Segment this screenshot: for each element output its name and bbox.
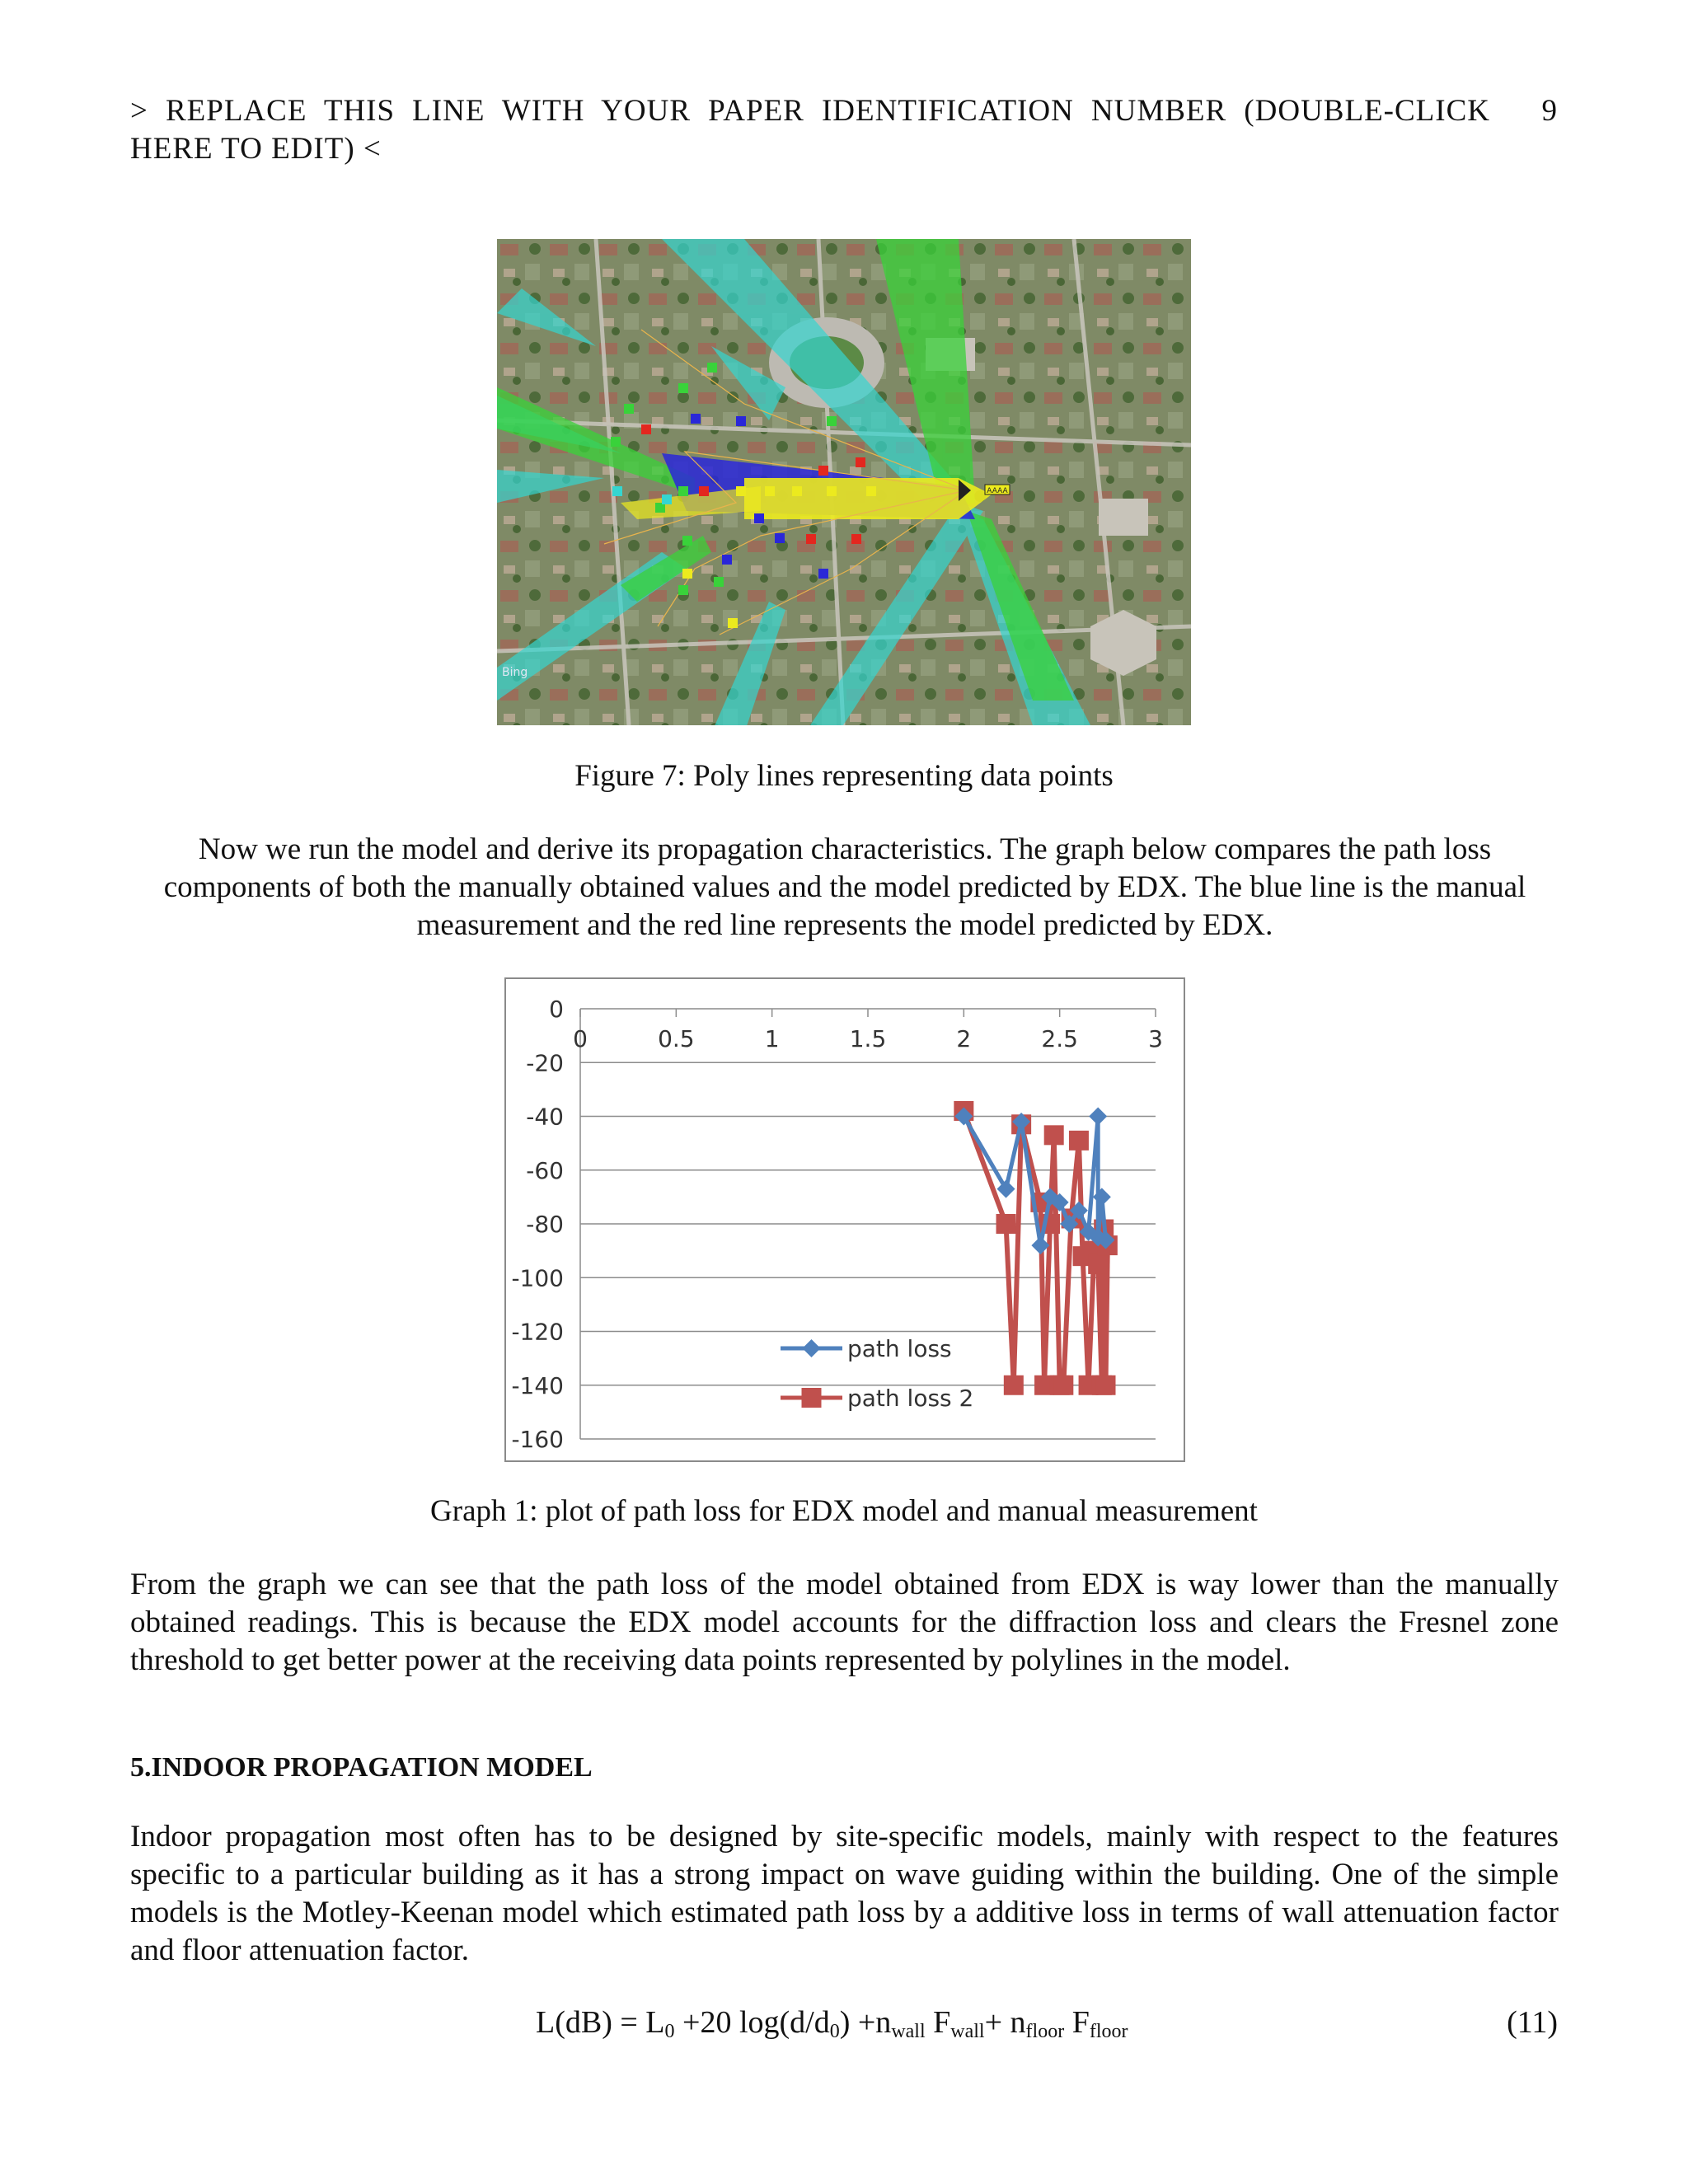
y-tick-label: -100 bbox=[511, 1264, 564, 1292]
y-tick-label: -20 bbox=[526, 1049, 564, 1077]
marker-label: AAAA bbox=[987, 487, 1008, 495]
intro-paragraph: Now we run the model and derive its propagation characteristics. The graph below compares the path loss components of both the manually obtained values and the model predicted by EDX. The blue line is the manual measurement and the red line represents the model predicted by EDX. bbox=[163, 832, 1526, 942]
data-point bbox=[1044, 1125, 1064, 1145]
y-tick-label: -140 bbox=[511, 1371, 564, 1399]
y-tick-label: -160 bbox=[511, 1426, 564, 1453]
eq-sub-nwall: wall bbox=[891, 2021, 926, 2042]
data-point bbox=[1004, 1376, 1024, 1395]
graph-1-chart bbox=[504, 977, 1185, 1462]
eq-sub-Ffloor: floor bbox=[1089, 2021, 1128, 2042]
header-line-1: > REPLACE THIS LINE WITH YOUR PAPER IDENTIFICATION NUMBER (DOUBLE-CLICK bbox=[130, 94, 1490, 128]
data-point bbox=[1053, 1376, 1073, 1395]
data-point bbox=[1088, 1254, 1108, 1274]
x-tick-label: 1 bbox=[764, 1025, 780, 1052]
x-tick-label: 0 bbox=[573, 1025, 588, 1052]
page-number: 9 bbox=[1541, 94, 1558, 128]
y-tick-label: -40 bbox=[526, 1103, 564, 1131]
x-tick-label: 1.5 bbox=[849, 1025, 887, 1052]
legend-marker bbox=[802, 1388, 822, 1408]
y-tick-label: -120 bbox=[511, 1318, 564, 1346]
legend-label: path loss 2 bbox=[847, 1385, 974, 1412]
eq-sub-nfloor: floor bbox=[1025, 2021, 1065, 2042]
bing-watermark: Bing bbox=[502, 666, 528, 679]
equation-number: (11) bbox=[1507, 2005, 1558, 2040]
header-line-2: HERE TO EDIT) < bbox=[130, 132, 382, 166]
eq-term-nfloor: + n bbox=[984, 2005, 1026, 2040]
map-image bbox=[497, 239, 1191, 725]
x-tick-label: 3 bbox=[1148, 1025, 1163, 1052]
eq-term-F2: F bbox=[1064, 2005, 1090, 2040]
data-point bbox=[1069, 1131, 1089, 1151]
section-heading: 5.INDOOR PROPAGATION MODEL bbox=[130, 1752, 593, 1783]
eq-sub-Fwall: wall bbox=[950, 2021, 985, 2042]
x-tick-label: 2.5 bbox=[1041, 1025, 1078, 1052]
x-tick-label: 0.5 bbox=[658, 1025, 695, 1052]
data-point bbox=[996, 1214, 1016, 1234]
x-tick-labels bbox=[573, 1025, 1163, 1052]
eq-term-F: F bbox=[925, 2005, 951, 2040]
eq-term-log: +20 log(d/d bbox=[674, 2005, 830, 2040]
legend-label: path loss bbox=[847, 1335, 952, 1362]
eq-sub-d0: 0 bbox=[829, 2021, 840, 2042]
graph-1-caption: Graph 1: plot of path loss for EDX model and manual measurement bbox=[430, 1494, 1258, 1528]
equation bbox=[536, 2004, 1128, 2043]
eq-term-n: ) +n bbox=[839, 2005, 892, 2040]
figure-7-caption: Figure 7: Poly lines representing data points bbox=[574, 759, 1114, 793]
x-tick-label: 2 bbox=[956, 1025, 972, 1052]
graph-discussion-paragraph: From the graph we can see that the path loss of the model obtained from EDX is way lower than the manually obtained readings. This is because the EDX model accounts for the diffraction loss and clears the Fresnel zone threshold to get better power at the receiving data points represented by polylines in the model. bbox=[130, 1568, 1559, 1677]
eq-lhs: L(dB) = L bbox=[536, 2005, 665, 2040]
eq-sub-L0: 0 bbox=[664, 2021, 675, 2042]
figure-7-map bbox=[497, 239, 1191, 725]
y-tick-label: -80 bbox=[526, 1211, 564, 1238]
section-paragraph: Indoor propagation most often has to be designed by site-specific models, mainly with respect to the features specific to a particular building as it has a strong impact on wave guiding within the building. One of the simple models is the Motley-Keenan model which estimated path loss by a additive loss in terms of wall attenuation factor and floor attenuation factor. bbox=[130, 1820, 1559, 1967]
y-tick-label: -60 bbox=[526, 1156, 564, 1184]
y-tick-label: 0 bbox=[549, 996, 564, 1023]
data-point bbox=[1096, 1376, 1116, 1395]
